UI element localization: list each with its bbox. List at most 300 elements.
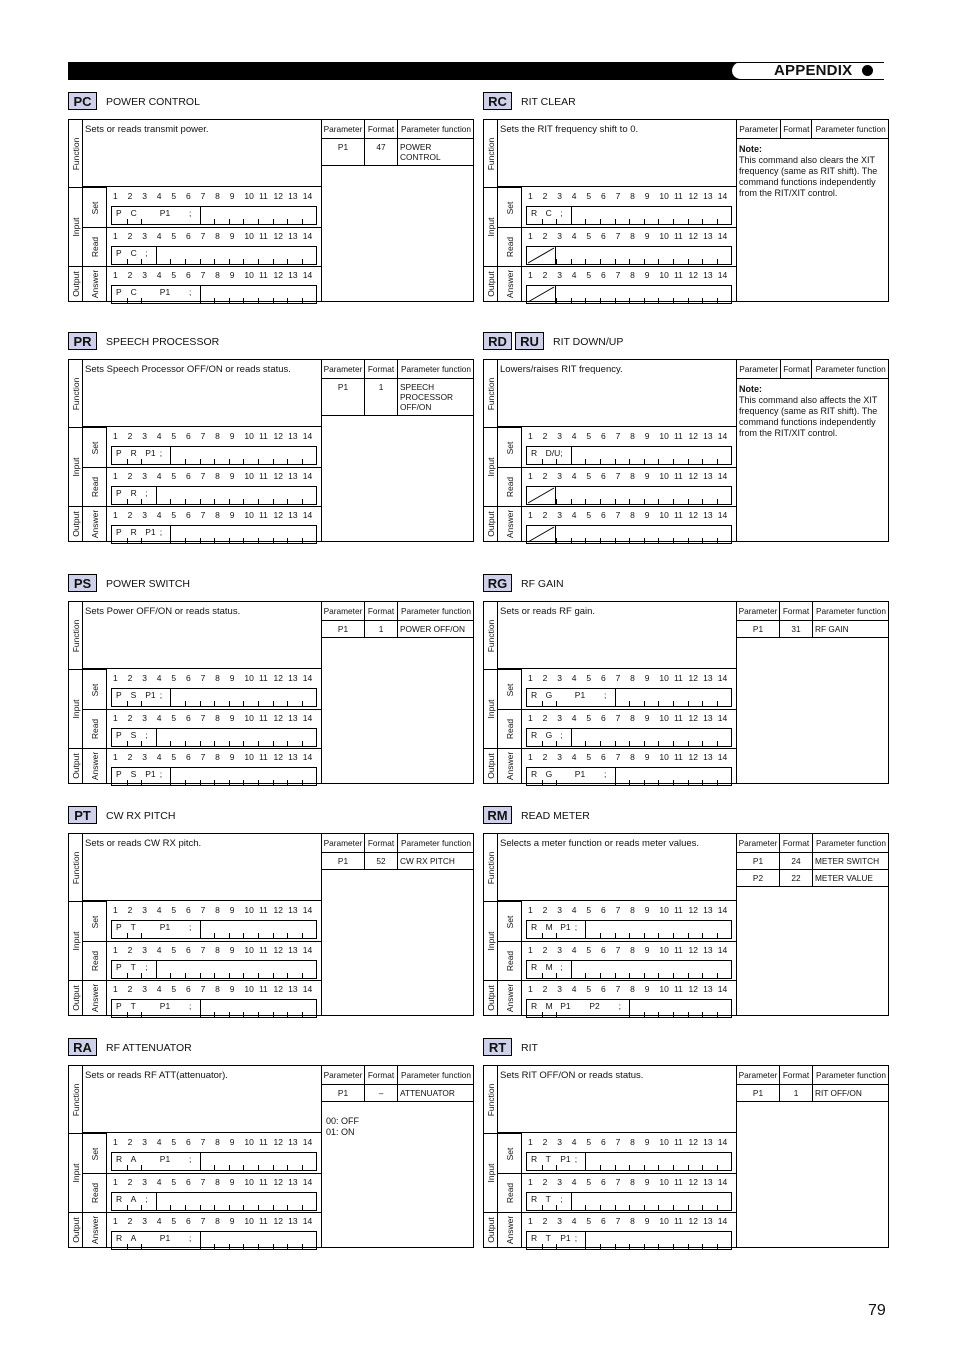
col-header-function: Parameter function bbox=[813, 602, 890, 621]
digit-position: 1 bbox=[113, 510, 118, 520]
set-cells bbox=[111, 688, 317, 707]
digit-position: 1 bbox=[113, 270, 118, 280]
read-format-grid bbox=[109, 942, 321, 980]
digit-position: 7 bbox=[200, 510, 206, 520]
digit-position: 14 bbox=[302, 1137, 313, 1147]
digit-position: 2 bbox=[127, 673, 133, 683]
parameter-row bbox=[737, 870, 889, 887]
cell-value: ; bbox=[189, 287, 192, 297]
digit-position: 4 bbox=[156, 431, 162, 441]
row-answer bbox=[498, 1212, 522, 1247]
digit-position: 11 bbox=[258, 1216, 268, 1226]
digit-position: 13 bbox=[703, 1216, 713, 1226]
command-codes bbox=[483, 332, 547, 350]
digit-position: 9 bbox=[229, 231, 235, 241]
digit-position: 10 bbox=[244, 1216, 254, 1226]
cell-value: P1 bbox=[145, 527, 156, 537]
row-set bbox=[498, 427, 522, 467]
digit-position: 3 bbox=[557, 1137, 562, 1147]
digit-position: 12 bbox=[688, 431, 698, 441]
col-header-parameter: Parameter bbox=[737, 360, 781, 379]
not-available-slash bbox=[527, 526, 555, 543]
cell-value: ; bbox=[189, 1233, 192, 1243]
digit-position: 8 bbox=[215, 752, 220, 762]
cell-value: R bbox=[531, 1233, 538, 1243]
digit-position: 13 bbox=[288, 905, 298, 915]
cell-value: ; bbox=[145, 488, 148, 498]
digit-position: 6 bbox=[600, 1177, 606, 1187]
cell-value: R bbox=[531, 1001, 538, 1011]
digit-position: 9 bbox=[229, 270, 235, 280]
col-header-parameter: Parameter bbox=[737, 120, 781, 139]
digit-position: 9 bbox=[229, 1177, 235, 1187]
cell-value: P1 bbox=[145, 690, 156, 700]
digit-position: 13 bbox=[288, 1177, 298, 1187]
digit-position: 4 bbox=[156, 673, 162, 683]
row-label: Answer bbox=[504, 269, 515, 299]
command-title: RF GAIN bbox=[521, 578, 564, 590]
row-label: Input bbox=[485, 217, 496, 237]
digit-position: 1 bbox=[528, 1216, 533, 1226]
row-group-output bbox=[484, 506, 498, 541]
digit-position: 9 bbox=[229, 431, 235, 441]
digit-position: 13 bbox=[288, 945, 298, 955]
digit-position: 5 bbox=[171, 510, 177, 520]
digit-position: 12 bbox=[688, 1177, 698, 1187]
row-group-input bbox=[69, 901, 83, 980]
digit-position: 6 bbox=[185, 984, 191, 994]
digit-position: 7 bbox=[200, 471, 206, 481]
cell-value: ; bbox=[159, 690, 163, 700]
row-label: Input bbox=[70, 931, 81, 951]
cell-value: P1 bbox=[574, 690, 586, 700]
digit-position: 8 bbox=[215, 673, 220, 683]
digit-position: 5 bbox=[586, 231, 592, 241]
set-cells bbox=[526, 688, 732, 707]
set-format-grid bbox=[109, 428, 321, 466]
set-format-grid bbox=[109, 1134, 321, 1172]
cell-value: P1 bbox=[560, 922, 571, 932]
cell-value: T bbox=[130, 922, 136, 932]
digit-position: 10 bbox=[244, 510, 254, 520]
row-read bbox=[498, 467, 522, 506]
digit-position: 8 bbox=[630, 752, 635, 762]
cell-value: P bbox=[116, 769, 122, 779]
cell-value: ; bbox=[604, 690, 607, 700]
digit-position: 1 bbox=[113, 191, 118, 201]
not-available-slash bbox=[527, 487, 555, 504]
digit-position: 5 bbox=[171, 270, 177, 280]
digit-position: 2 bbox=[127, 1216, 133, 1226]
digit-position: 8 bbox=[630, 1216, 635, 1226]
answer-format-grid bbox=[109, 749, 321, 787]
cell-value: R bbox=[531, 1194, 538, 1204]
function-description: Lowers/raises RIT frequency. bbox=[500, 364, 623, 375]
answer-format-grid bbox=[524, 507, 736, 545]
function-description: Sets RIT OFF/ON or reads status. bbox=[500, 1070, 644, 1081]
digit-position: 11 bbox=[258, 984, 268, 994]
row-group-output bbox=[69, 748, 83, 783]
digit-position: 8 bbox=[630, 191, 635, 201]
command-title: RIT CLEAR bbox=[521, 96, 576, 108]
row-set bbox=[498, 1133, 522, 1173]
cell-value: R bbox=[531, 1154, 538, 1164]
digit-position: 5 bbox=[586, 905, 592, 915]
parameter-table bbox=[736, 602, 889, 783]
digit-position: 6 bbox=[600, 945, 606, 955]
col-header-format: Format bbox=[781, 120, 812, 139]
digit-position: 10 bbox=[244, 270, 254, 280]
cell-value: P1 bbox=[159, 208, 171, 218]
digit-position: 5 bbox=[171, 231, 177, 241]
param-name: P1 bbox=[322, 621, 365, 638]
col-header-function: Parameter function bbox=[813, 1066, 890, 1085]
cell-value: R bbox=[130, 488, 137, 498]
read-cells bbox=[111, 1192, 317, 1211]
row-label: Read bbox=[89, 236, 100, 258]
parameter-table bbox=[321, 834, 474, 1015]
digit-position: 1 bbox=[113, 1137, 118, 1147]
digit-position: 10 bbox=[659, 431, 669, 441]
digit-position: 9 bbox=[229, 510, 235, 520]
digit-position: 2 bbox=[127, 231, 133, 241]
row-group-output bbox=[69, 266, 83, 301]
parameter-row bbox=[322, 379, 474, 416]
set-format-grid bbox=[109, 188, 321, 226]
digit-position: 4 bbox=[571, 1177, 577, 1187]
digit-position: 13 bbox=[288, 673, 298, 683]
cell-value: A bbox=[130, 1154, 137, 1164]
digit-position: 3 bbox=[142, 510, 147, 520]
digit-position: 11 bbox=[673, 673, 683, 683]
cell-value: P bbox=[116, 730, 122, 740]
digit-position: 3 bbox=[142, 191, 147, 201]
command-code: RG bbox=[483, 574, 512, 592]
cell-value: R bbox=[531, 730, 538, 740]
digit-position: 3 bbox=[557, 231, 562, 241]
digit-position: 13 bbox=[288, 1137, 298, 1147]
digit-position: 2 bbox=[542, 1216, 548, 1226]
read-cells bbox=[526, 486, 732, 505]
answer-cells bbox=[111, 999, 317, 1018]
digit-position: 11 bbox=[673, 1177, 683, 1187]
command-codes bbox=[483, 1038, 515, 1056]
digit-position: 6 bbox=[185, 471, 191, 481]
row-label: Read bbox=[89, 950, 100, 972]
cell-value: G bbox=[545, 730, 553, 740]
cell-value: ; bbox=[560, 448, 563, 458]
row-label: Input bbox=[70, 457, 81, 477]
row-label: Answer bbox=[504, 1215, 515, 1245]
digit-position: 11 bbox=[673, 191, 683, 201]
cell-value: P bbox=[116, 962, 122, 972]
digit-position: 3 bbox=[557, 510, 562, 520]
row-read bbox=[498, 709, 522, 748]
cell-value: P1 bbox=[159, 1001, 171, 1011]
digit-position: 6 bbox=[600, 510, 606, 520]
row-label: Function bbox=[485, 137, 496, 170]
answer-cells bbox=[526, 1231, 732, 1250]
param-function: CW RX PITCH bbox=[398, 853, 475, 870]
row-group-input bbox=[484, 1133, 498, 1212]
digit-position: 6 bbox=[185, 713, 191, 723]
digit-position: 4 bbox=[571, 231, 577, 241]
command-codes bbox=[68, 92, 100, 110]
read-cells bbox=[111, 486, 317, 505]
digit-position: 10 bbox=[244, 945, 254, 955]
digit-position: 4 bbox=[156, 1216, 162, 1226]
digit-position: 9 bbox=[644, 984, 650, 994]
digit-position: 2 bbox=[127, 905, 133, 915]
row-label: Input bbox=[485, 1163, 496, 1183]
digit-position: 5 bbox=[586, 752, 592, 762]
row-group-function bbox=[69, 602, 83, 669]
digit-position: 8 bbox=[630, 673, 635, 683]
command-title: READ METER bbox=[521, 810, 590, 822]
digit-position: 3 bbox=[557, 471, 562, 481]
digit-position: 2 bbox=[127, 1137, 133, 1147]
function-description: Selects a meter function or reads meter values. bbox=[500, 838, 700, 849]
digit-position: 10 bbox=[659, 270, 669, 280]
digit-position: 5 bbox=[171, 945, 177, 955]
digit-position: 10 bbox=[659, 471, 669, 481]
set-cells bbox=[526, 920, 732, 939]
cell-value: T bbox=[545, 1233, 551, 1243]
read-format-grid bbox=[524, 228, 736, 266]
digit-position: 5 bbox=[586, 1216, 592, 1226]
cell-value: A bbox=[130, 1194, 137, 1204]
digit-position: 14 bbox=[302, 752, 313, 762]
command-code: PT bbox=[68, 806, 97, 824]
digit-position: 8 bbox=[215, 270, 220, 280]
command-table bbox=[68, 359, 474, 542]
row-read bbox=[498, 227, 522, 266]
digit-position: 2 bbox=[127, 270, 133, 280]
digit-position: 6 bbox=[600, 984, 606, 994]
cell-value: ; bbox=[574, 1233, 578, 1243]
digit-position: 10 bbox=[244, 231, 254, 241]
digit-position: 2 bbox=[542, 1177, 548, 1187]
digit-position: 3 bbox=[557, 270, 562, 280]
digit-position: 4 bbox=[571, 673, 577, 683]
digit-position: 12 bbox=[688, 1216, 698, 1226]
digit-position: 5 bbox=[586, 1177, 592, 1187]
digit-position: 14 bbox=[302, 945, 313, 955]
command-code: RM bbox=[483, 806, 512, 824]
digit-position: 7 bbox=[200, 984, 206, 994]
param-format: 52 bbox=[365, 853, 398, 870]
digit-position: 7 bbox=[615, 231, 621, 241]
digit-position: 6 bbox=[600, 752, 606, 762]
digit-position: 4 bbox=[571, 431, 577, 441]
cell-value: R bbox=[116, 1154, 123, 1164]
digit-position: 14 bbox=[302, 231, 313, 241]
col-header-function: Parameter function bbox=[398, 360, 475, 379]
command-table bbox=[483, 119, 889, 302]
row-label: Output bbox=[70, 511, 81, 537]
digit-position: 4 bbox=[156, 945, 162, 955]
digit-position: 9 bbox=[644, 471, 650, 481]
digit-position: 10 bbox=[659, 1177, 669, 1187]
row-read bbox=[83, 467, 107, 506]
digit-position: 14 bbox=[717, 905, 728, 915]
digit-position: 11 bbox=[673, 510, 683, 520]
cell-value: M bbox=[545, 1001, 553, 1011]
digit-position: 7 bbox=[615, 673, 621, 683]
digit-position: 12 bbox=[688, 231, 698, 241]
command-table bbox=[68, 119, 474, 302]
digit-position: 11 bbox=[673, 752, 683, 762]
row-group-function bbox=[69, 834, 83, 901]
digit-position: 10 bbox=[659, 1216, 669, 1226]
digit-position: 12 bbox=[273, 191, 283, 201]
answer-cells bbox=[111, 767, 317, 786]
header-bar bbox=[68, 62, 884, 80]
digit-position: 2 bbox=[127, 510, 133, 520]
digit-position: 10 bbox=[659, 191, 669, 201]
digit-position: 11 bbox=[673, 713, 683, 723]
digit-position: 4 bbox=[571, 752, 577, 762]
row-label: Read bbox=[89, 476, 100, 498]
digit-position: 1 bbox=[113, 431, 118, 441]
cell-value: R bbox=[531, 922, 538, 932]
cell-value: P bbox=[116, 287, 122, 297]
digit-position: 2 bbox=[542, 191, 548, 201]
digit-position: 12 bbox=[273, 752, 283, 762]
row-group-input bbox=[484, 187, 498, 266]
param-name: P1 bbox=[737, 1085, 780, 1102]
row-label: Function bbox=[70, 137, 81, 170]
digit-position: 3 bbox=[557, 984, 562, 994]
digit-position: 13 bbox=[703, 673, 713, 683]
digit-position: 6 bbox=[185, 510, 191, 520]
digit-position: 10 bbox=[244, 905, 254, 915]
digit-position: 7 bbox=[615, 471, 621, 481]
digit-position: 1 bbox=[528, 905, 533, 915]
digit-position: 5 bbox=[586, 673, 592, 683]
cell-value: P1 bbox=[145, 448, 156, 458]
row-set bbox=[498, 901, 522, 941]
set-format-grid bbox=[524, 670, 736, 708]
digit-position: 11 bbox=[258, 270, 268, 280]
digit-position: 7 bbox=[200, 713, 206, 723]
row-group-input bbox=[69, 187, 83, 266]
read-cells bbox=[526, 728, 732, 747]
parameter-table bbox=[321, 360, 474, 541]
row-label: Input bbox=[70, 699, 81, 719]
param-function: SPEECH PROCESSOR OFF/ON bbox=[398, 379, 475, 416]
digit-position: 5 bbox=[171, 471, 177, 481]
read-cells bbox=[526, 246, 732, 265]
parameter-table bbox=[736, 360, 889, 541]
page-title: APPENDIX bbox=[774, 62, 853, 79]
digit-position: 4 bbox=[156, 713, 162, 723]
row-label: Set bbox=[504, 1147, 515, 1160]
row-label: Output bbox=[485, 1217, 496, 1243]
digit-position: 5 bbox=[586, 471, 592, 481]
digit-position: 6 bbox=[600, 231, 606, 241]
row-group-output bbox=[69, 980, 83, 1015]
cell-value: R bbox=[531, 962, 538, 972]
digit-position: 9 bbox=[229, 945, 235, 955]
digit-position: 9 bbox=[644, 231, 650, 241]
digit-position: 3 bbox=[142, 1177, 147, 1187]
param-name: P1 bbox=[322, 139, 365, 166]
command-table bbox=[483, 359, 889, 542]
row-label: Set bbox=[89, 441, 100, 454]
answer-cells bbox=[526, 525, 732, 544]
digit-position: 8 bbox=[630, 1137, 635, 1147]
cell-value: M bbox=[545, 922, 553, 932]
row-label: Set bbox=[89, 683, 100, 696]
digit-position: 3 bbox=[142, 270, 147, 280]
param-name: P1 bbox=[322, 1085, 365, 1102]
digit-position: 7 bbox=[615, 945, 621, 955]
command-codes bbox=[483, 574, 515, 592]
digit-position: 9 bbox=[644, 752, 650, 762]
digit-position: 7 bbox=[615, 510, 621, 520]
row-label: Function bbox=[70, 619, 81, 652]
cell-value: G bbox=[545, 769, 553, 779]
page-number: 79 bbox=[868, 1302, 886, 1319]
digit-position: 11 bbox=[673, 231, 683, 241]
digit-position: 2 bbox=[542, 945, 548, 955]
row-label: Set bbox=[504, 441, 515, 454]
digit-position: 3 bbox=[142, 673, 147, 683]
digit-position: 11 bbox=[258, 905, 268, 915]
row-label: Read bbox=[504, 476, 515, 498]
answer-cells bbox=[526, 285, 732, 304]
digit-position: 5 bbox=[586, 510, 592, 520]
digit-position: 3 bbox=[557, 905, 562, 915]
row-label: Answer bbox=[504, 983, 515, 1013]
param-name: P1 bbox=[322, 853, 365, 870]
digit-position: 11 bbox=[673, 270, 683, 280]
note-label: Note: bbox=[739, 144, 762, 154]
row-set bbox=[83, 1133, 107, 1173]
parameter-table bbox=[736, 1066, 889, 1247]
digit-position: 6 bbox=[185, 945, 191, 955]
cell-value: ; bbox=[189, 922, 192, 932]
row-group-output bbox=[484, 266, 498, 301]
digit-position: 11 bbox=[258, 510, 268, 520]
digit-position: 1 bbox=[113, 984, 118, 994]
row-read bbox=[498, 1173, 522, 1212]
row-label: Answer bbox=[504, 509, 515, 539]
cell-value: ; bbox=[145, 730, 148, 740]
digit-position: 12 bbox=[273, 673, 283, 683]
digit-position: 11 bbox=[673, 1216, 683, 1226]
row-set bbox=[83, 669, 107, 709]
digit-position: 11 bbox=[258, 713, 268, 723]
digit-position: 13 bbox=[703, 191, 713, 201]
col-header-parameter: Parameter bbox=[322, 120, 365, 139]
command-title: RF ATTENUATOR bbox=[106, 1042, 192, 1054]
cell-value: P bbox=[116, 690, 122, 700]
digit-position: 10 bbox=[244, 471, 254, 481]
answer-format-grid bbox=[524, 981, 736, 1019]
digit-position: 11 bbox=[673, 471, 683, 481]
digit-position: 9 bbox=[644, 510, 650, 520]
param-function: ATTENUATOR bbox=[398, 1085, 475, 1102]
digit-position: 10 bbox=[244, 1137, 254, 1147]
col-header-parameter: Parameter bbox=[322, 360, 365, 379]
digit-position: 9 bbox=[644, 1137, 650, 1147]
digit-position: 4 bbox=[571, 1216, 577, 1226]
note-text: This command also clears the XIT frequency (same as RIT shift). The command functions independently from the RIT/XIT control. bbox=[739, 155, 878, 198]
col-header-function: Parameter function bbox=[398, 1066, 475, 1085]
digit-position: 3 bbox=[142, 945, 147, 955]
